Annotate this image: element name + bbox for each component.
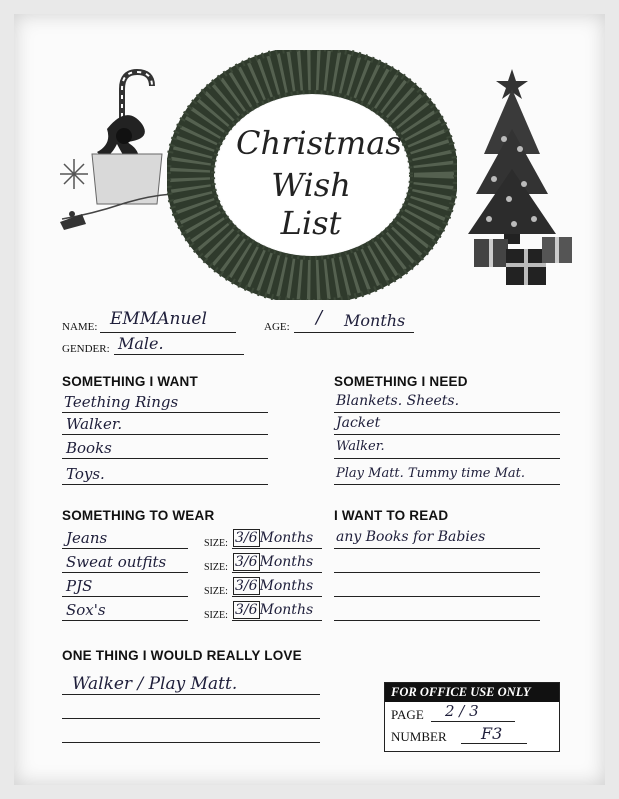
read-heading: I WANT TO READ — [334, 508, 449, 523]
age-unit[interactable]: Months — [344, 311, 406, 330]
need-item[interactable]: Walker. — [336, 439, 385, 454]
size-value[interactable] — [233, 553, 313, 571]
santa-sleigh-decoration-icon — [52, 64, 182, 234]
size-value[interactable] — [233, 529, 313, 547]
age-value[interactable]: / — [316, 307, 323, 328]
number-label: NUMBER — [391, 729, 447, 744]
read-item[interactable]: any Books for Babies — [336, 529, 486, 545]
wear-heading: SOMETHING TO WEAR — [62, 508, 215, 523]
size-label: SIZE: — [204, 562, 228, 573]
size-unit: Months — [259, 530, 314, 546]
size-box: 3/6 — [235, 530, 258, 546]
read-line — [334, 576, 540, 597]
wear-item[interactable]: PJS — [66, 577, 93, 595]
page-value[interactable]: 2 / 3 — [445, 702, 479, 720]
wear-item[interactable]: Jeans — [66, 529, 108, 547]
love-heading: ONE THING I WOULD REALLY LOVE — [62, 648, 302, 663]
size-unit: Months — [259, 602, 314, 618]
size-box: 3/6 — [235, 602, 258, 618]
need-item[interactable]: Play Matt. Tummy time Mat. — [336, 466, 526, 481]
office-use-heading: FOR OFFICE USE ONLY — [385, 683, 559, 702]
want-item[interactable]: Books — [66, 439, 112, 457]
name-value[interactable]: EMMAnuel — [110, 309, 207, 329]
size-value[interactable] — [233, 601, 313, 619]
title-line-2: Wish List — [271, 166, 351, 242]
number-value[interactable]: F3 — [481, 724, 503, 743]
read-line — [334, 600, 540, 621]
want-item[interactable]: Walker. — [66, 415, 123, 433]
need-heading: SOMETHING I NEED — [334, 374, 468, 389]
size-label: SIZE: — [204, 586, 228, 597]
want-item[interactable]: Teething Rings — [64, 393, 179, 411]
size-box: 3/6 — [235, 554, 258, 570]
gender-value[interactable]: Male. — [118, 334, 164, 353]
wish-list-form — [14, 14, 605, 785]
read-line — [334, 552, 540, 573]
size-unit: Months — [259, 554, 314, 570]
gender-label: GENDER: — [62, 343, 110, 355]
name-label: NAME: — [62, 321, 98, 333]
size-label: SIZE: — [204, 538, 228, 549]
size-value[interactable] — [233, 577, 313, 595]
wear-item[interactable]: Sox's — [66, 601, 106, 619]
age-label: AGE: — [264, 321, 290, 333]
wear-item[interactable]: Sweat outfits — [66, 553, 167, 571]
snowflake-icon — [60, 159, 88, 189]
christmas-tree-icon — [454, 59, 574, 289]
love-item[interactable]: Walker / Play Matt. — [72, 674, 238, 694]
size-label: SIZE: — [204, 610, 228, 621]
want-heading: SOMETHING I WANT — [62, 374, 198, 389]
title-line-1: Christmas — [236, 124, 402, 162]
page-label: PAGE — [391, 707, 424, 722]
office-use-box — [384, 682, 560, 752]
size-box: 3/6 — [235, 578, 258, 594]
love-line — [62, 722, 320, 743]
need-item[interactable]: Blankets. Sheets. — [336, 393, 460, 409]
need-item[interactable]: Jacket — [336, 415, 381, 431]
size-unit: Months — [259, 578, 314, 594]
love-line — [62, 698, 320, 719]
want-item[interactable]: Toys. — [66, 465, 105, 483]
